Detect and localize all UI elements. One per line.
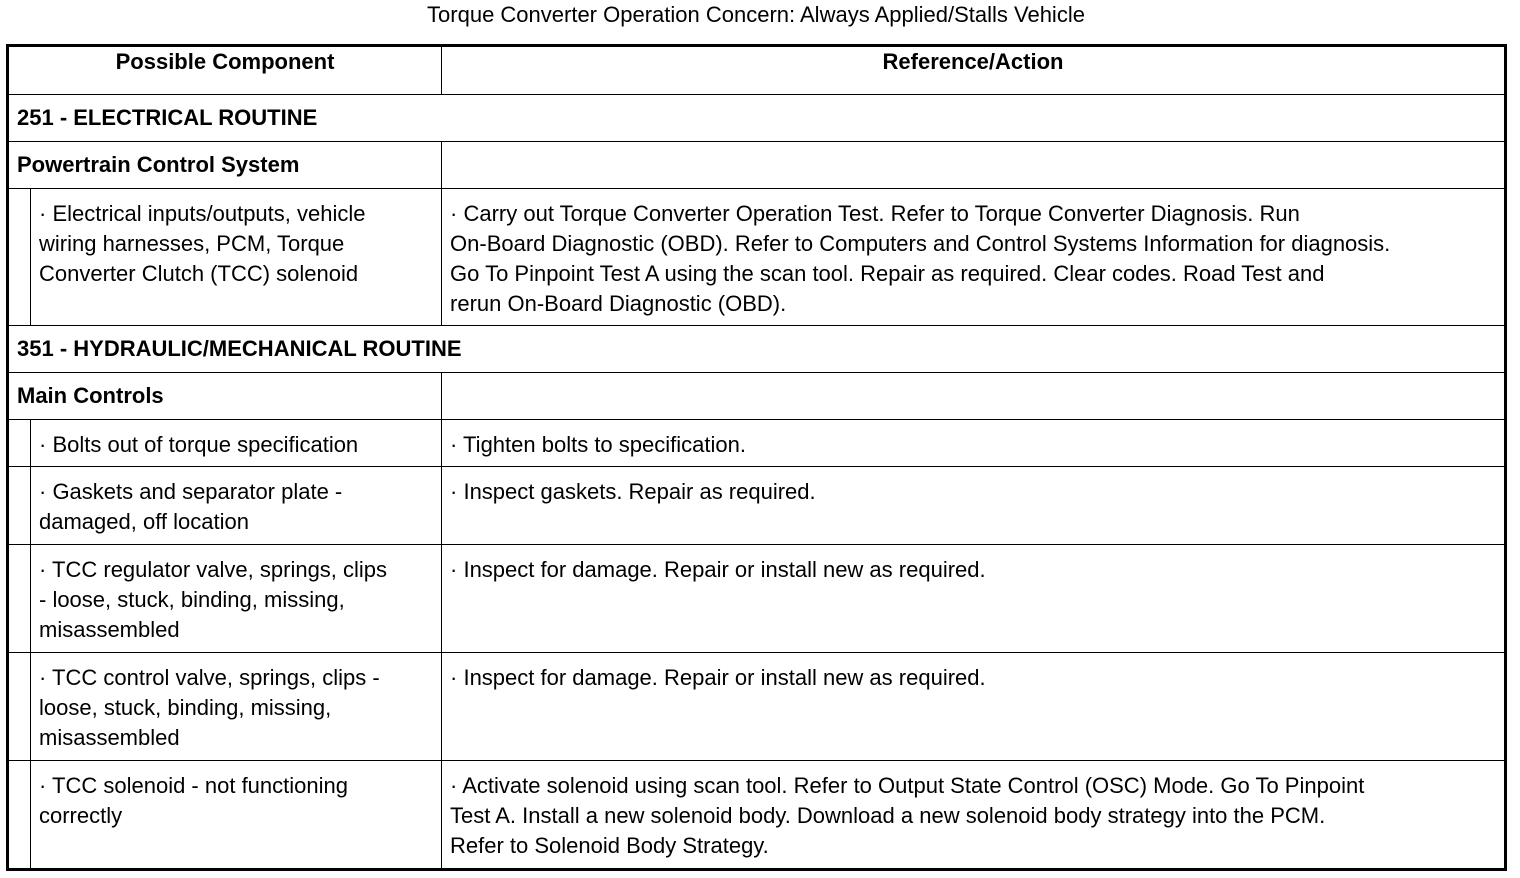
component-cell: · Gaskets and separator plate - damaged, off location [31, 467, 442, 545]
action-cell: · Carry out Torque Converter Operation Test. Refer to Torque Converter Diagnosis. Run On-Board Diagnostic (OBD). Refer to Computers and Control Systems Information for diagnosis. Go To Pinpoint Test A using the scan tool. Repair as required. Clear codes. Road Test and rerun On-Board Diagnostic (OBD). [442, 189, 1506, 326]
component-cell: · TCC regulator valve, springs, clips - loose, stuck, binding, missing, misassembled [31, 545, 442, 653]
group-action-empty [442, 373, 1506, 420]
routine-row-hydraulic [8, 326, 1506, 373]
group-action-empty [442, 142, 1506, 189]
indent-cell [8, 467, 31, 545]
action-cell: · Inspect for damage. Repair or install new as required. [442, 653, 1506, 761]
group-row-powertrain [8, 142, 1506, 189]
group-title: Powertrain Control System [8, 142, 442, 189]
action-cell: · Inspect for damage. Repair or install new as required. [442, 545, 1506, 653]
indent-cell [8, 545, 31, 653]
group-row-main-controls [8, 373, 1506, 420]
column-header-action: Reference/Action [442, 46, 1506, 95]
indent-cell [8, 189, 31, 326]
action-cell: · Tighten bolts to specification. [442, 420, 1506, 467]
table-row [8, 653, 1506, 761]
indent-cell [8, 653, 31, 761]
column-header-component: Possible Component [8, 46, 442, 95]
table-row [8, 467, 1506, 545]
routine-title: 351 - HYDRAULIC/MECHANICAL ROUTINE [8, 326, 1506, 373]
component-cell: · TCC control valve, springs, clips - loose, stuck, binding, missing, misassembled [31, 653, 442, 761]
routine-title: 251 - ELECTRICAL ROUTINE [8, 95, 1506, 142]
action-cell: · Activate solenoid using scan tool. Refer to Output State Control (OSC) Mode. Go To Pinpoint Test A. Install a new solenoid body. Download a new solenoid body strategy into the PCM. Refer to Solenoid Body Strategy. [442, 761, 1506, 870]
component-cell: · Bolts out of torque specification [31, 420, 442, 467]
document-title: Torque Converter Operation Concern: Always Applied/Stalls Vehicle [427, 2, 1085, 27]
component-cell: · TCC solenoid - not functioning correctly [31, 761, 442, 870]
group-title: Main Controls [8, 373, 442, 420]
table-row [8, 189, 1506, 326]
table-row [8, 420, 1506, 467]
indent-cell [8, 761, 31, 870]
table-row [8, 545, 1506, 653]
header-row [8, 46, 1506, 95]
indent-cell [8, 420, 31, 467]
table-row [8, 761, 1506, 870]
action-cell: · Inspect gaskets. Repair as required. [442, 467, 1506, 545]
diagnosis-table [6, 44, 1507, 871]
component-cell: · Electrical inputs/outputs, vehicle wiring harnesses, PCM, Torque Converter Clutch (TCC) solenoid [31, 189, 442, 326]
routine-row-electrical [8, 95, 1506, 142]
